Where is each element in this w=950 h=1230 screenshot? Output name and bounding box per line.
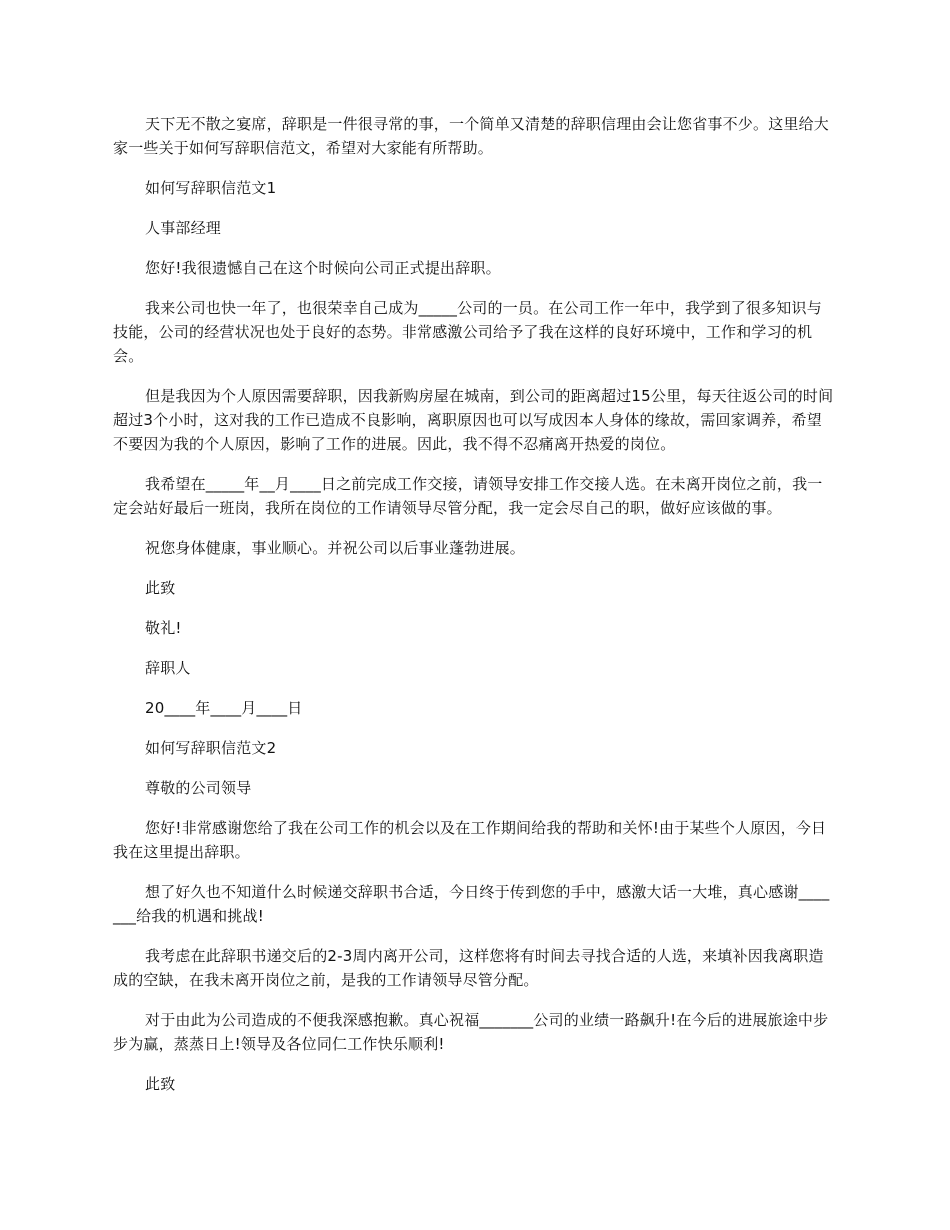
body-paragraph: 我考虑在此辞职书递交后的2-3周内离开公司，这样您将有时间去寻找合适的人选，来填补因我离职造成的空缺，在我未离开岗位之前，是我的工作请领导尽管分配。	[113, 947, 824, 989]
date-line: 20____年____月____日	[145, 699, 303, 717]
body-paragraph: 但是我因为个人原因需要辞职，因我新购房屋在城南，到公司的距离超过15公里，每天往返公司的时间超过3个小时，这对我的工作已造成不良影响，离职原因也可以写成因本人身体的缘故，需回家调养，希望不要因为我的个人原因，影响了工作的进展。因此，我不得不忍痛离开热爱的岗位。	[113, 387, 834, 453]
section-heading-1: 如何写辞职信范文1	[145, 179, 277, 197]
salutation-recipient: 人事部经理	[145, 219, 222, 237]
body-paragraph: 您好!非常感谢您给了我在公司工作的机会以及在工作期间给我的帮助和关怀!由于某些个人原因，今日我在这里提出辞职。	[113, 819, 827, 861]
document-body	[113, 112, 835, 1112]
salutation-recipient: 尊敬的公司领导	[145, 779, 252, 797]
section-heading-2: 如何写辞职信范文2	[145, 739, 277, 757]
closing-line: 敬礼!	[145, 619, 182, 637]
closing-line: 此致	[145, 1075, 176, 1093]
greeting-paragraph: 您好!我很遗憾自己在这个时候向公司正式提出辞职。	[145, 259, 501, 277]
body-paragraph: 我来公司也快一年了，也很荣幸自己成为_____公司的一员。在公司工作一年中，我学到了很多知识与技能，公司的经营状况也处于良好的态势。非常感激公司给予了我在这样的良好环境中，工作和学习的机会。	[113, 299, 822, 365]
closing-line: 此致	[145, 579, 176, 597]
body-paragraph: 对于由此为公司造成的不便我深感抱歉。真心祝福_______公司的业绩一路飙升!在今后的进展旅途中步步为赢，蒸蒸日上!领导及各位同仁工作快乐顺利!	[113, 1011, 829, 1053]
wishes-paragraph: 祝您身体健康，事业顺心。并祝公司以后事业蓬勃进展。	[145, 539, 526, 557]
body-paragraph: 想了好久也不知道什么时候递交辞职书合适，今日终于传到您的手中，感激大话一大堆，真心感谢_______给我的机遇和挑战!	[113, 883, 830, 925]
intro-paragraph: 天下无不散之宴席，辞职是一件很寻常的事，一个简单又清楚的辞职信理由会让您省事不少。这里给大家一些关于如何写辞职信范文，希望对大家能有所帮助。	[113, 115, 830, 157]
signature-label: 辞职人	[145, 659, 191, 677]
body-paragraph: 我希望在_____年__月____日之前完成工作交接，请领导安排工作交接人选。在未离开岗位之前，我一定会站好最后一班岗，我所在岗位的工作请领导尽管分配，我一定会尽自己的职，做好应该做的事。	[113, 475, 823, 517]
